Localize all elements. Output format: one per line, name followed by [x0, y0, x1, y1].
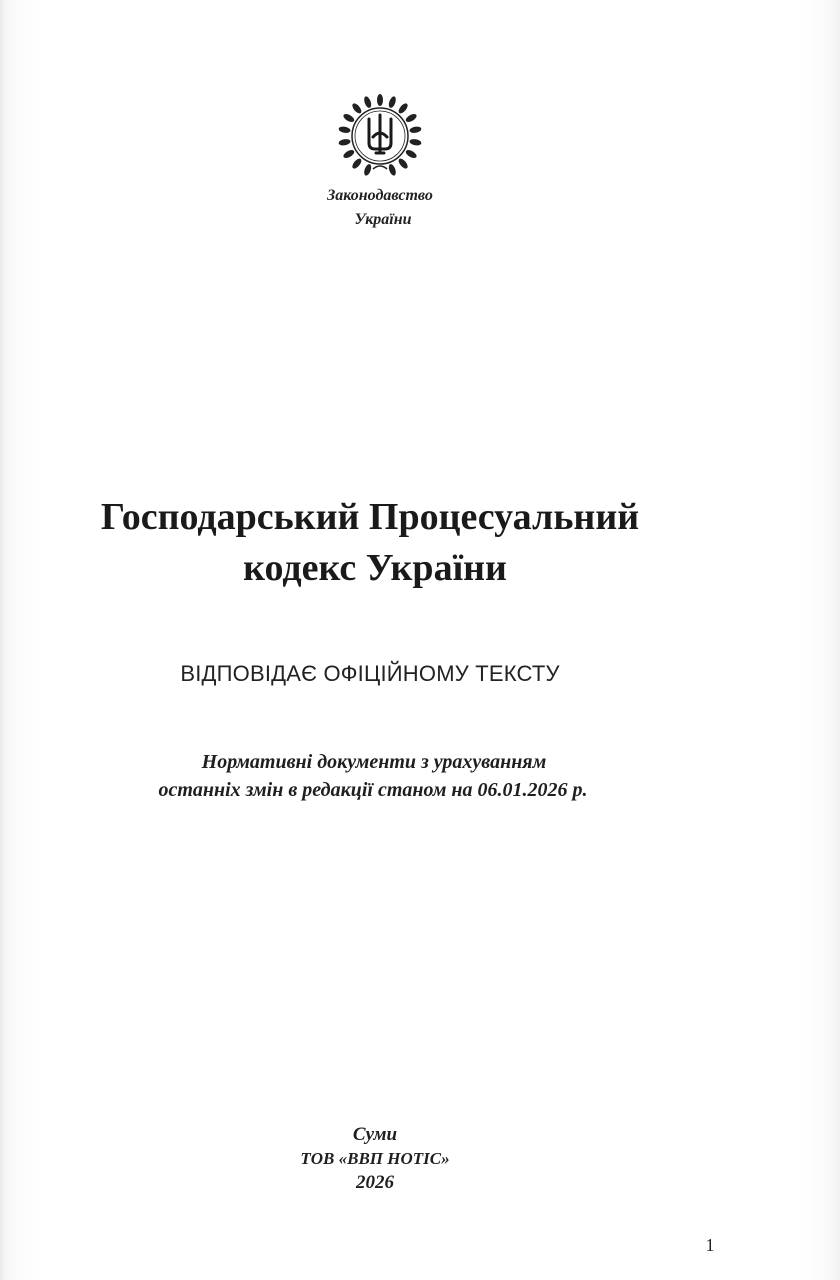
series-name-line2: України [354, 211, 412, 228]
series-name-line1: Законодавство [327, 187, 433, 204]
imprint-publisher: ТОВ «ВВП НОТІС» [300, 1149, 450, 1168]
official-text-note: ВІДПОВІДАЄ ОФІЦІЙНОМУ ТЕКСТУ [180, 661, 560, 686]
trident-wreath-icon [337, 93, 423, 179]
document-title-line2: кодекс України [243, 547, 507, 589]
normative-note-line1: Нормативні документи з урахуванням [201, 751, 547, 773]
document-title-line1: Господарський Процесуальний [100, 496, 640, 538]
page-number: 1 [705, 1235, 715, 1255]
normative-note-line2: останніх змін в редакції станом на 06.01.2026 р. [158, 779, 588, 801]
imprint-year: 2026 [356, 1172, 394, 1193]
imprint-city: Суми [352, 1124, 398, 1145]
